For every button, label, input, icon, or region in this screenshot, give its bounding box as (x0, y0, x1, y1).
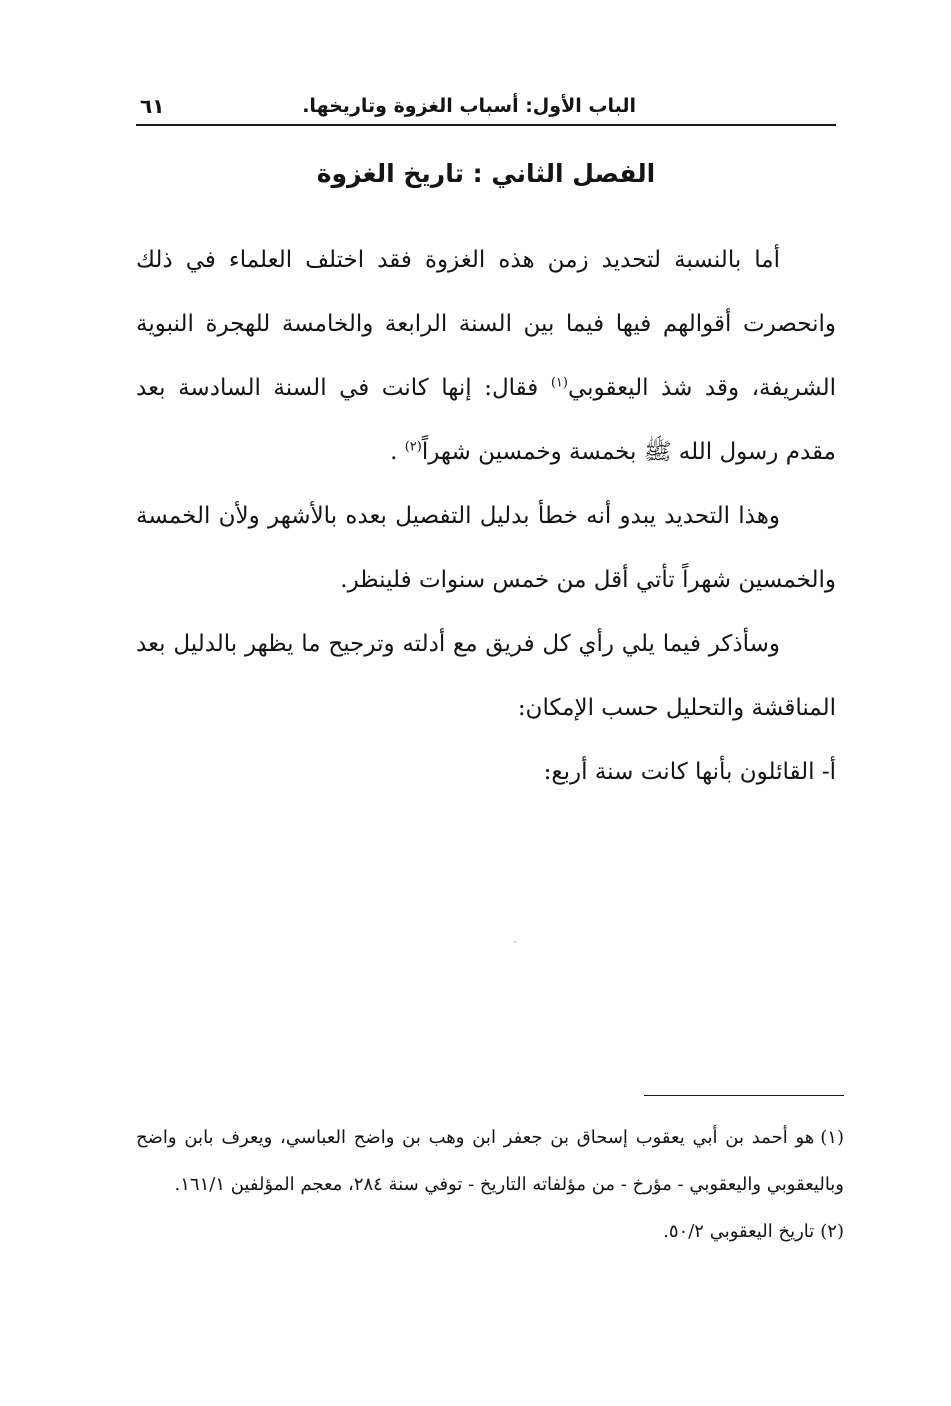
footnotes (136, 1114, 844, 1255)
running-header (136, 92, 836, 126)
footnote-2 (136, 1208, 844, 1255)
paragraph-3: وسأذكر فيما يلي رأي كل فريق مع أدلته وترجيح ما يظهر بالدليل بعد المناقشة والتحليل حسب الإمكان: (136, 631, 836, 721)
paragraph-2: وهذا التحديد يبدو أنه خطأ بدليل التفصيل بعده بالأشهر ولأن الخمسة والخمسين شهراً تأتي أقل من خمس سنوات فلينظر. (136, 503, 836, 593)
page-number: ٦١ (140, 94, 165, 118)
footnote-1 (136, 1114, 844, 1208)
footnote-ref-2: (٢) (404, 439, 422, 455)
section-heading-a: أ- القائلون بأنها كانت سنة أربع: (543, 759, 836, 785)
paragraph-1-text-c: . (390, 439, 405, 465)
scan-speck (514, 941, 516, 943)
footnote-1-text: هو أحمد بن أبي يعقوب إسحاق بن جعفر ابن وهب بن واضح العباسي، ويعرف بابن واضح وباليعقوبي واليعقوبي - مؤرخ - من مؤلفاته التاريخ - توفي سنة ٢٨٤، معجم المؤلفين ١٦١/١. (136, 1127, 844, 1195)
footnote-2-text: تاريخ اليعقوبي ٥٠/٢. (663, 1221, 815, 1242)
chapter-title: الفصل الثاني : تاريخ الغزوة (316, 159, 656, 188)
paragraph-1-text-b: فقال: إنها كانت في السنة السادسة بعد مقدم رسول الله ﷺ بخمسة وخمسين شهراً (136, 375, 836, 465)
paragraph-1 (136, 228, 836, 484)
body-text (136, 228, 836, 804)
footnote-separator (644, 1095, 844, 1096)
running-header-title: الباب الأول: أسباب الغزوة وتاريخها. (302, 95, 636, 117)
footnote-ref-1: (١) (550, 375, 568, 391)
paragraph-1-text-a: أما بالنسبة لتحديد زمن هذه الغزوة فقد اختلف العلماء في ذلك وانحصرت أقوالهم فيها فيما بين السنة الرابعة والخامسة للهجرة النبوية الشريفة، وقد شذ اليعقوبي (136, 247, 837, 401)
footnote-1-number: (١) (820, 1127, 844, 1148)
footnote-2-number: (٢) (820, 1221, 844, 1242)
